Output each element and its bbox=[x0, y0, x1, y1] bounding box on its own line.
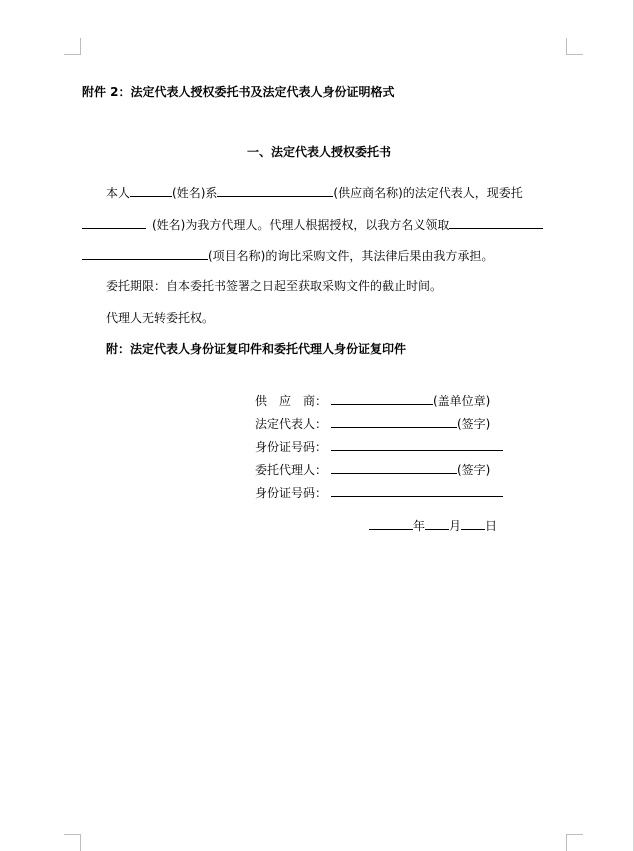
blank-legal-rep bbox=[331, 415, 457, 428]
legal-rep-label: 法定代表人： bbox=[255, 417, 328, 431]
blank-id2 bbox=[331, 484, 503, 497]
blank-agent bbox=[331, 461, 457, 474]
id2-label: 身份证号码： bbox=[255, 486, 328, 500]
date-year: 年 bbox=[413, 519, 426, 533]
blank-name bbox=[130, 184, 172, 197]
text-project-consequence: (项目名称)的询比采购文件，其法律后果由我方承担。 bbox=[208, 249, 494, 263]
legal-rep-suffix: (签字) bbox=[457, 417, 491, 431]
paragraph-line-1 bbox=[106, 184, 523, 201]
paragraph-line-3 bbox=[82, 247, 493, 264]
blank-id1 bbox=[331, 438, 503, 451]
id1-label: 身份证号码： bbox=[255, 440, 328, 454]
text-agent-authorization: (姓名)为我方代理人。代理人根据授权，以我方名义领取 bbox=[152, 218, 450, 232]
supplier-suffix: (盖单位章) bbox=[433, 394, 491, 408]
blank-supplier-seal bbox=[331, 392, 433, 405]
signature-id-1 bbox=[255, 438, 503, 455]
blank-day bbox=[461, 517, 485, 530]
blank-agent-name bbox=[82, 216, 146, 229]
margin-corner-bottom-right bbox=[566, 834, 583, 851]
agent-suffix: (签字) bbox=[457, 463, 491, 477]
blank-year bbox=[369, 517, 413, 530]
text-ben-ren: 本人 bbox=[106, 186, 131, 200]
text-supplier-rep: (供应商名称)的法定代表人，现委托 bbox=[333, 186, 523, 200]
date-month: 月 bbox=[449, 519, 462, 533]
blank-receive bbox=[449, 216, 543, 229]
margin-corner-bottom-left bbox=[64, 834, 81, 851]
text-name-of: (姓名)系 bbox=[172, 186, 218, 200]
date-line bbox=[369, 517, 497, 534]
blank-supplier bbox=[217, 184, 333, 197]
paragraph-line-2 bbox=[82, 216, 543, 233]
attachment-title: 附件 2：法定代表人授权委托书及法定代表人身份证明格式 bbox=[82, 85, 395, 99]
signature-supplier bbox=[255, 392, 490, 409]
term-text: 委托期限：自本委托书签署之日起至获取采购文件的截止时间。 bbox=[106, 279, 443, 293]
section-title: 一、法定代表人授权委托书 bbox=[247, 145, 392, 159]
signature-id-2 bbox=[255, 484, 503, 501]
margin-corner-top-right bbox=[566, 38, 583, 55]
blank-month bbox=[425, 517, 449, 530]
agent-label: 委托代理人： bbox=[255, 463, 328, 477]
signature-legal-rep bbox=[255, 415, 490, 432]
signature-agent bbox=[255, 461, 490, 478]
margin-corner-top-left bbox=[64, 38, 81, 55]
date-day: 日 bbox=[485, 519, 498, 533]
blank-project bbox=[82, 247, 208, 260]
supplier-label: 供 应 商： bbox=[255, 394, 328, 408]
attachment-note: 附：法定代表人身份证复印件和委托代理人身份证复印件 bbox=[106, 342, 407, 356]
no-subdelegation-text: 代理人无转委托权。 bbox=[106, 311, 215, 325]
